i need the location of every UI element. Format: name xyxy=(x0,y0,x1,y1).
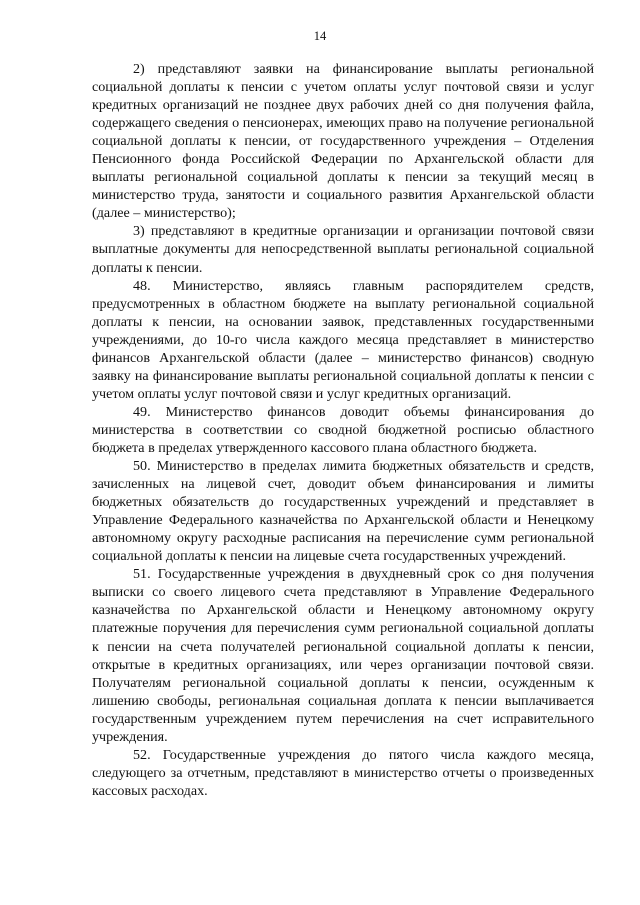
paragraph-51: 51. Государственные учреждения в двухдневный срок со дня получения выписки со своего лицевого счета представляют в Управление Федерального казначейства по Архангельской области и Ненецкому автономному округу платежные поручения для перечисления сумм региональной социальной доплаты к пенсии на счета получателей региональной социальной доплаты к пенсии, открытые в кредитных организациях, или через организации почтовой связи. Получателям региональной социальной доплаты к пенсии, осужденным к лишению свободы, региональная социальная доплата к пенсии выплачивается государственным учреждением путем перечисления на счет исправительного учреждения. xyxy=(92,566,594,745)
paragraph-49: 49. Министерство финансов доводит объемы финансирования до министерства в соответствии со сводной бюджетной росписью областного бюджета в пределах утвержденного кассового плана областного бюджета. xyxy=(92,403,594,456)
document-body xyxy=(92,60,594,800)
paragraph-3: 3) представляют в кредитные организации и организации почтовой связи выплатные документы для непосредственной выплаты региональной социальной доплаты к пенсии. xyxy=(92,223,594,276)
paragraph-50: 50. Министерство в пределах лимита бюджетных обязательств и средств, зачисленных на лицевой счет, доводит объем финансирования и лимиты бюджетных обязательств до государственных учреждений и представляет в Управление Федерального казначейства по Архангельской области и Ненецкому автономному округу расходные расписания на перечисление сумм региональной социальной доплаты к пенсии на лицевые счета государственных учреждений. xyxy=(92,458,594,565)
paragraph-48: 48. Министерство, являясь главным распорядителем средств, предусмотренных в областном бюджете на выплату региональной социальной доплаты к пенсии, на основании заявок, представленных государственными учреждениями, до 10-го числа каждого месяца представляет в министерство финансов Архангельской области (далее – министерство финансов) сводную заявку на финансирование выплаты региональной социальной доплаты к пенсии с учетом оплаты услуг почтовой связи и услуг кредитных организаций. xyxy=(92,277,594,402)
page-number: 14 xyxy=(313,29,327,43)
paragraph-52: 52. Государственные учреждения до пятого числа каждого месяца, следующего за отчетным, представляют в министерство отчеты о произведенных кассовых расходах. xyxy=(92,746,594,799)
paragraph-2: 2) представляют заявки на финансирование выплаты региональной социальной доплаты к пенсии с учетом оплаты услуг почтовой связи и услуг кредитных организаций не позднее двух рабочих дней со дня получения файла, содержащего сведения о пенсионерах, имеющих право на получение региональной социальной доплаты к пенсии, от государственного учреждения – Отделения Пенсионного фонда Российской Федерации по Архангельской области для выплаты региональной социальной доплаты к пенсии за текущий месяц в министерство труда, занятости и социального развития Архангельской области (далее – министерство); xyxy=(92,61,594,222)
